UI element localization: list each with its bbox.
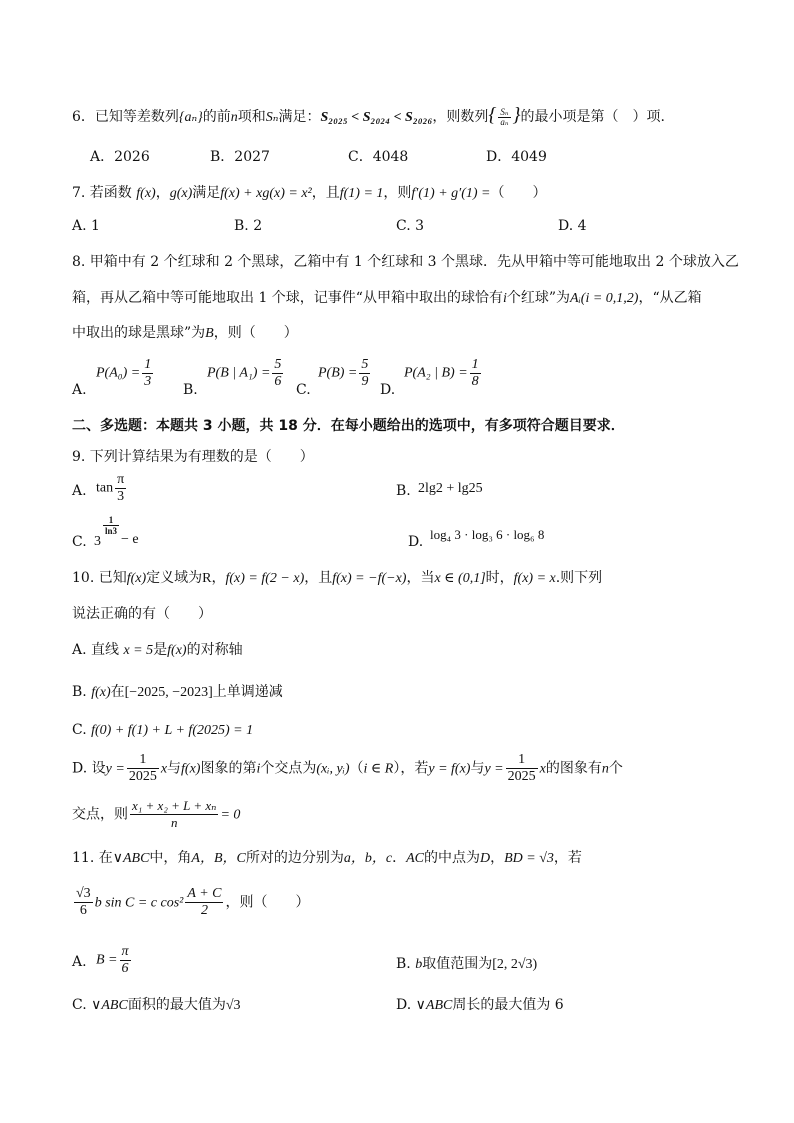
q11-option-d-label: D. [396, 997, 412, 1013]
q8-option-c-lhs: P(B) = [318, 365, 358, 381]
q10-option-d-fraction-2: $\frac{1}{2025}$ [507, 752, 536, 784]
q6-option-a: A．2026 [90, 149, 150, 165]
q8-text: ，“从乙箱 [638, 290, 702, 306]
q11-sides: a，b，c [343, 851, 393, 866]
q11-text: ，若 [553, 850, 582, 866]
q11-text: 面积的最大值为 [127, 997, 226, 1013]
q9-option-c-base: 3 [94, 534, 101, 549]
q10-option-b-label: B. [72, 684, 87, 700]
q11-text: 周长的最大值为 6 [452, 997, 564, 1013]
q10-option-d-fraction-1: $\frac{1}{2025}$ [128, 752, 157, 784]
q7-text: ，则 [383, 185, 412, 201]
q10-f: f(x) [126, 571, 147, 586]
q6-option-d: D．4049 [486, 149, 547, 165]
q9-option-c-exponent: $\frac{1}{\ln 3}$ [105, 515, 118, 536]
q10-text: 与 [167, 760, 182, 777]
q10-option-c [72, 722, 794, 739]
q11-ac: AC [406, 851, 424, 866]
q8-event-b: B [205, 326, 214, 341]
q11-option-b-interval: [2, 2√3) [492, 957, 538, 972]
q10-equation-2: f(x) = −f(−x) [332, 571, 407, 586]
q8-line-3 [72, 322, 794, 342]
q10-option-d-i: i [256, 761, 261, 777]
q11-option-c [72, 994, 241, 1014]
q10-option-b-interval: [−2025, −2023] [124, 685, 213, 700]
q10-equation-3: f(x) = x [513, 571, 556, 586]
q7-text: （ ） [490, 185, 547, 201]
q10-text: 图象的第 [200, 760, 257, 777]
q10-option-b [72, 681, 794, 701]
q10-option-d-sum-fraction: $\frac{\text{x₁ + x₂ + L + xₙ}}{n}$ [132, 798, 217, 830]
q8-option-a-lhs: P(A₀) = [96, 365, 141, 381]
q11-d: D [479, 851, 491, 866]
q11-fraction-1: $\frac{√3}{6}$ [76, 886, 91, 918]
q10-text: 个 [608, 760, 623, 777]
q11-option-b [396, 953, 537, 973]
q10-option-d-f: f(x) [181, 761, 201, 777]
q11-option-d [396, 994, 564, 1014]
q11-option-d-triangle: ∨ABC [415, 998, 453, 1013]
q7-option-c: C. 3 [396, 218, 425, 234]
q7-equation-2: f(1) = 1 [339, 186, 384, 201]
q10-option-a-f: f(x) [167, 643, 187, 658]
q10-option-d-x-2: x [539, 761, 546, 777]
q8-option-a-fraction: $\frac{1}{3}$ [144, 357, 152, 389]
q9-option-b: 2lg2 + lg25 [418, 481, 483, 496]
q11-text: 所对的边分别为 [245, 850, 344, 866]
q10-equation-1: f(x) = f(2 − x) [225, 571, 305, 586]
q10-text: 上单调递减 [212, 684, 283, 700]
q10-line-1 [72, 567, 794, 587]
q10-option-c-label: C. [72, 722, 87, 738]
q7-f: f(x) [136, 186, 156, 201]
q10-text: 时， [485, 570, 514, 586]
q11-option-a-lhs: B = [96, 952, 118, 968]
q10-option-d-n: n [601, 761, 609, 777]
q11-text: ． [392, 850, 407, 866]
q10-option-d-line-2 [72, 798, 794, 831]
q10-text: 10. 已知 [72, 570, 127, 586]
q10-text: 定义域为 [146, 570, 203, 586]
q11-line-2 [72, 886, 794, 919]
q9-option-a-tan: tan [96, 480, 114, 496]
q6-fraction: $\frac{\text{Sₙ}}{\text{aₙ}}$ [500, 106, 509, 127]
q7-stem [72, 182, 794, 202]
q6-text: 的最小项是第（ ）项. [520, 109, 665, 125]
q10-option-d-y-2: y = [484, 761, 504, 777]
q9-option-a [96, 472, 128, 505]
q8-option-a [96, 357, 155, 390]
q7-text: 7. 若函数 [72, 185, 132, 201]
q8-event-ai: Aᵢ(i = 0,1,2) [570, 291, 639, 306]
q9-option-d: log₄ 3 · log₃ 6 · log₆ 8 [430, 527, 545, 542]
q6-text: ，则数列 [432, 109, 489, 125]
q11-option-a-fraction: $\frac{\pi}{6}$ [121, 944, 129, 976]
q10-option-a-label: A. 直线 [72, 642, 120, 658]
q6-text: 满足： [278, 109, 321, 125]
q10-option-d-x: x [160, 761, 168, 777]
q6-sequence: {aₙ} [178, 110, 203, 125]
q10-text: .则下列 [555, 570, 603, 586]
q10-condition: x ∈ (0,1] [434, 571, 486, 586]
q6-option-b: B．2027 [210, 149, 270, 165]
q8-option-d-lhs: P(A₂ | B) = [404, 365, 468, 381]
q8-option-d-fraction: $\frac{1}{8}$ [471, 357, 479, 389]
q10-line-2: 说法正确的有（ ） [72, 606, 212, 622]
q6-text: 6．已知等差数列 [72, 109, 179, 125]
q10-text: 交点，则 [72, 806, 128, 823]
q11-bd: BD = √3 [504, 851, 554, 866]
q7-equation-3: f′(1) + g′(1) = [411, 186, 491, 201]
q7-option-b: B. 2 [234, 218, 263, 234]
q10-text: 的对称轴 [186, 642, 243, 658]
q8-option-b-lhs: P(B | A₁) = [207, 365, 271, 381]
q10-text: 个交点为 [260, 760, 317, 777]
q11-fraction-2: $\frac{A + C}{2}$ [187, 886, 222, 918]
q11-option-b-label: B. [396, 956, 411, 972]
q10-option-d-line-1 [72, 752, 794, 785]
q8-option-c-label: C. [296, 382, 311, 398]
q9-option-c-label: C. [72, 534, 87, 550]
q9-option-b-label: B. [396, 483, 411, 499]
q9-option-a-fraction: $\frac{\pi}{3}$ [117, 472, 125, 504]
q10-text: ，且 [304, 570, 333, 586]
q9-stem: 9. 下列计算结果为有理数的是（ ） [72, 449, 314, 465]
q9-option-a-label: A. [72, 483, 87, 499]
q10-option-d-y: y = [105, 761, 125, 777]
q6-text: 项和 [237, 109, 266, 125]
q10-option-d-equation: y = f(x) [428, 761, 471, 777]
q6-stem: 6．已知等差数列{aₙ}的前n项和Sₙ满足：S₂₀₂₅ < S₂₀₂₄ < S₂₀₂₆，则数列{ $\frac{\text{Sₙ}}{\text{aₙ}}$ }的最小项是第（ ）项. [72, 104, 665, 127]
q7-text: ， [155, 185, 170, 201]
q10-option-c-expression: f(0) + f(1) + L + f(2025) = 1 [91, 723, 254, 738]
q10-option-d-point: (xᵢ, yᵢ) [316, 761, 350, 777]
q11-text: 中，角 [149, 850, 192, 866]
q10-option-a [72, 639, 794, 659]
q8-text: ，则（ ） [213, 325, 298, 341]
q10-r: R [202, 571, 212, 586]
q8-option-a-label: A. [72, 382, 87, 398]
q10-option-b-f: f(x) [91, 685, 111, 700]
q11-line-1 [72, 847, 794, 867]
q9-option-d-label: D. [408, 534, 424, 550]
q10-text: ，当 [406, 570, 435, 586]
q6-n: n [230, 110, 238, 125]
q8-line-1: 8. 甲箱中有 2 个红球和 2 个黑球，乙箱中有 1 个红球和 3 个黑球．先从甲箱中等可能地取出 2 个球放入乙 [72, 254, 739, 270]
q8-option-b-label: B. [183, 382, 198, 398]
q8-option-d [404, 357, 483, 390]
section-heading-multiple-choice: 二、多选题：本题共 3 小题，共 18 分．在每小题给出的选项中，有多项符合题目要求． [72, 418, 625, 434]
q8-text: 箱，再从乙箱中等可能地取出 1 个球，记事件“从甲箱中取出的球恰有 [72, 290, 503, 306]
q8-text: 个红球”为 [506, 290, 571, 306]
q11-triangle: ∨ABC [112, 851, 150, 866]
q8-line-2 [72, 287, 794, 307]
q7-text: ，且 [311, 185, 340, 201]
q8-option-b-fraction: $\frac{5}{6}$ [274, 357, 282, 389]
q8-option-b [207, 357, 285, 390]
q10-text: 是 [153, 642, 168, 658]
q6-sn: Sₙ [265, 110, 279, 125]
q10-option-a-equation: x = 5 [123, 643, 154, 658]
q7-equation-1: f(x) + xg(x) = x² [220, 186, 312, 201]
q11-option-c-triangle: ∨ABC [91, 998, 128, 1013]
q8-option-d-label: D. [380, 382, 396, 398]
q11-equation: b sin C = c cos² [94, 895, 184, 911]
q8-option-c-fraction: $\frac{5}{9}$ [361, 357, 369, 389]
q11-option-c-value: √3 [225, 998, 241, 1013]
q10-option-d-sum-rhs: = 0 [220, 807, 241, 823]
q8-option-c [318, 357, 372, 390]
q10-text: D. 设 [72, 760, 106, 777]
q10-text: ， [211, 570, 226, 586]
q8-text: 中取出的球是黑球”为 [72, 325, 206, 341]
q10-text: 在 [110, 684, 125, 700]
q7-option-a: A. 1 [72, 218, 100, 234]
q10-text: 与 [470, 760, 485, 777]
q6-inequality: S₂₀₂₅ < S₂₀₂₄ < S₂₀₂₆ [320, 110, 433, 125]
q11-option-a [96, 944, 133, 977]
q6-text: 的前 [202, 109, 231, 125]
q8-i: i [502, 291, 507, 306]
q11-text: 取值范围为 [422, 956, 493, 972]
q7-option-d: D. 4 [558, 218, 587, 234]
q7-text: 满足 [192, 185, 221, 201]
q11-angles: A，B，C [191, 851, 246, 866]
q11-text: ，则（ ） [225, 894, 310, 911]
q9-option-c-tail: − e [121, 531, 139, 547]
q9-option-c [94, 515, 139, 549]
q11-option-a-label: A. [72, 954, 87, 970]
q11-text: ， [490, 850, 505, 866]
q11-text: 的中点为 [423, 850, 480, 866]
q10-text: 的图象有 [545, 760, 602, 777]
q7-g: g(x) [169, 186, 193, 201]
q10-text: （ [349, 760, 364, 777]
q10-text: ），若 [393, 760, 429, 777]
q11-text: 11. 在 [72, 850, 113, 866]
q11-option-b-b: b [415, 957, 423, 972]
q11-option-c-label: C. [72, 997, 87, 1013]
q6-option-c: C．4048 [348, 149, 409, 165]
q10-option-d-i-in-r: i ∈ R [363, 761, 394, 777]
